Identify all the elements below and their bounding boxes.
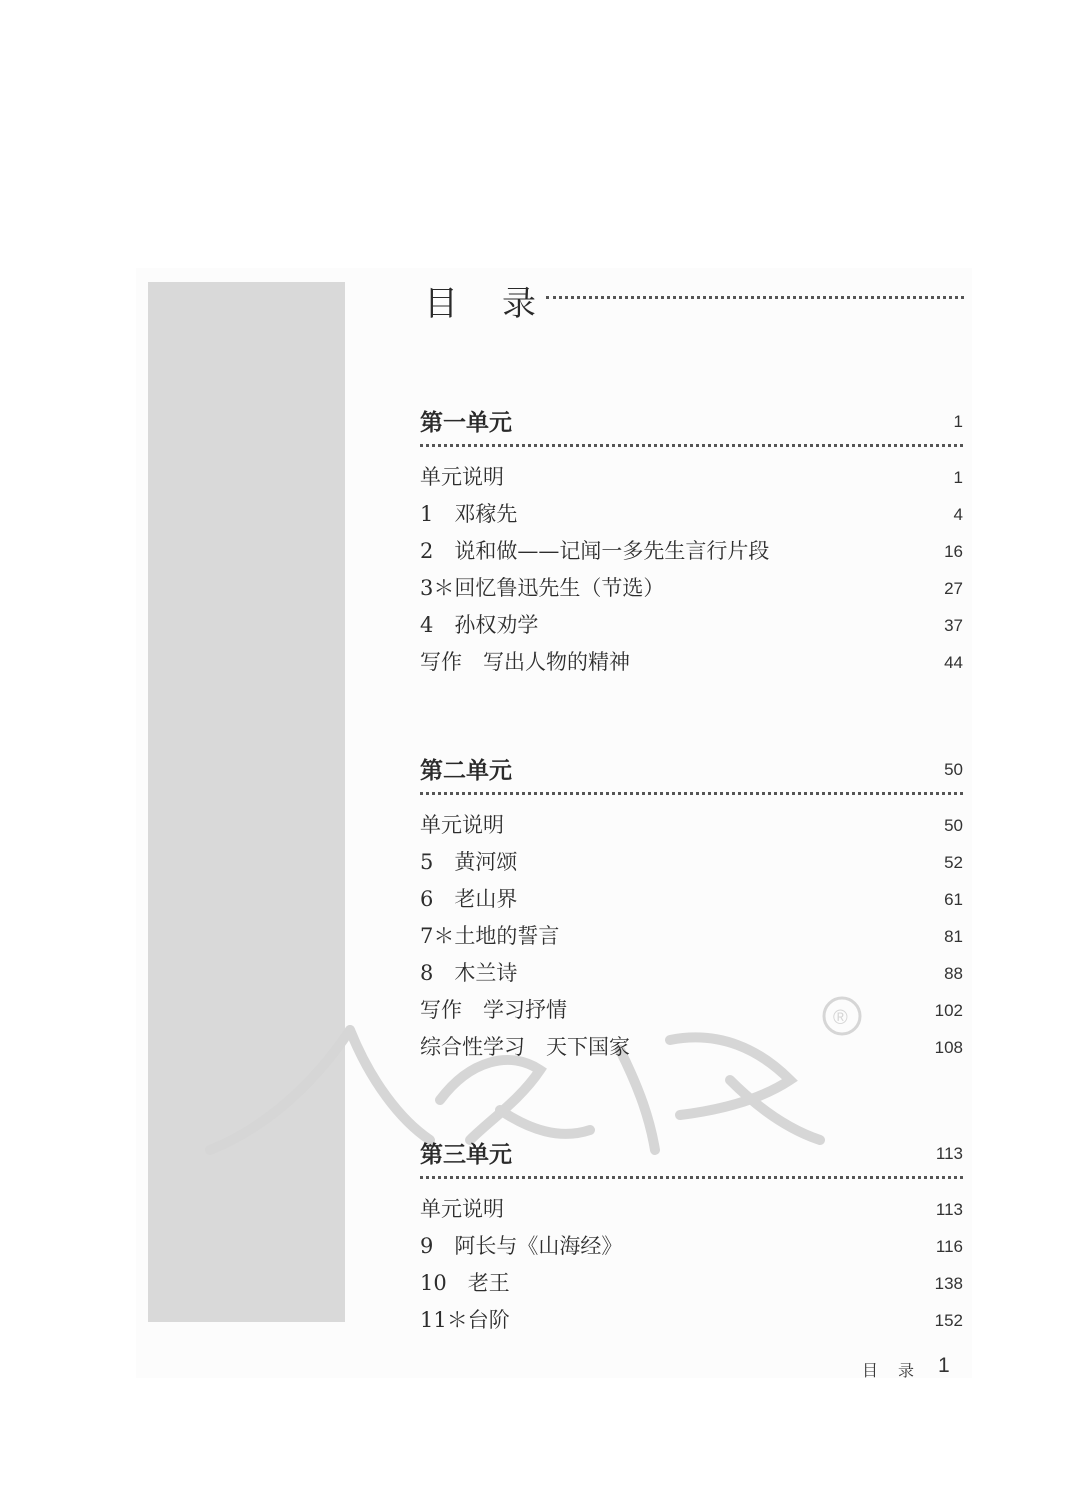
toc-entry[interactable]: [420, 846, 963, 883]
unit-title: 第一单元: [420, 409, 512, 436]
toc-entry-page: 152: [934, 1311, 963, 1330]
toc-entry[interactable]: [420, 498, 963, 535]
toc-entry[interactable]: [420, 1230, 963, 1267]
toc-entry-page: 81: [944, 927, 963, 946]
toc-title-row: [424, 272, 964, 332]
toc-entry-label: 11＊台阶: [420, 1308, 510, 1332]
toc-items: [420, 1193, 963, 1341]
toc-entry-label: 综合性学习 天下国家: [420, 1035, 630, 1059]
unit-section: [420, 1136, 963, 1341]
footer-label: 目录: [862, 1361, 935, 1380]
toc-entry-page: 61: [944, 890, 963, 909]
toc-entry-label: 单元说明: [420, 465, 504, 489]
toc-entry[interactable]: [420, 883, 963, 920]
toc-items: [420, 461, 963, 683]
toc-entry[interactable]: [420, 1267, 963, 1304]
toc-entry[interactable]: [420, 1304, 963, 1341]
toc-entry[interactable]: [420, 1031, 963, 1068]
toc-entry-label: 7＊土地的誓言: [420, 924, 560, 948]
unit-header[interactable]: [420, 404, 963, 440]
toc-entry-page: 108: [934, 1038, 963, 1057]
toc-entry-label: 3＊回忆鲁迅先生（节选）: [420, 576, 665, 600]
toc-entry-page: 116: [935, 1237, 963, 1256]
toc-entry[interactable]: [420, 957, 963, 994]
title-dotted-leader: [546, 296, 964, 299]
toc-entry-page: 1: [953, 468, 963, 487]
toc-entry-page: 88: [944, 964, 963, 983]
unit-header[interactable]: [420, 752, 963, 788]
footer-page-number: 1: [938, 1354, 950, 1377]
unit-dotted-divider: [420, 1176, 963, 1179]
toc-entry[interactable]: [420, 535, 963, 572]
toc-entry[interactable]: [420, 920, 963, 957]
toc-entry-page: 138: [934, 1274, 963, 1293]
svg-text:®: ®: [833, 1007, 848, 1029]
page-title: 目录: [424, 284, 580, 324]
toc-entry[interactable]: [420, 646, 963, 683]
unit-dotted-divider: [420, 444, 963, 447]
toc-entry-page: 102: [934, 1001, 963, 1020]
unit-page-number: 1: [953, 412, 963, 431]
unit-dotted-divider: [420, 792, 963, 795]
toc-entry-label: 写作 学习抒情: [420, 998, 567, 1022]
toc-entry[interactable]: [420, 1193, 963, 1230]
unit-section: [420, 404, 963, 683]
toc-entry-label: 8 木兰诗: [420, 961, 518, 985]
toc-entry-label: 6 老山界: [420, 887, 518, 911]
toc-entry-page: 16: [944, 542, 963, 561]
toc-entry-page: 52: [944, 853, 963, 872]
unit-page-number: 113: [935, 1144, 963, 1163]
side-gray-band: [148, 282, 345, 1322]
toc-entry-label: 2 说和做——记闻一多先生言行片段: [420, 539, 770, 563]
toc-entry-label: 5 黄河颂: [420, 850, 518, 874]
toc-entry-page: 113: [935, 1200, 963, 1219]
toc-items: [420, 809, 963, 1068]
toc-entry-label: 10 老王: [420, 1271, 510, 1295]
unit-header[interactable]: [420, 1136, 963, 1172]
page-footer: [858, 1354, 958, 1384]
toc-entry-label: 1 邓稼先: [420, 502, 518, 526]
toc-entry[interactable]: [420, 994, 963, 1031]
toc-entry-label: 9 阿长与《山海经》: [420, 1234, 623, 1258]
toc-entry-label: 单元说明: [420, 813, 504, 837]
toc-entry-page: 4: [953, 505, 963, 524]
toc-entry[interactable]: [420, 609, 963, 646]
unit-section: [420, 752, 963, 1068]
unit-page-number: 50: [944, 760, 963, 779]
toc-entry-page: 27: [944, 579, 963, 598]
toc-entry-label: 单元说明: [420, 1197, 504, 1221]
toc-entry-page: 50: [944, 816, 963, 835]
toc-entry-page: 37: [944, 616, 963, 635]
toc-entry-label: 写作 写出人物的精神: [420, 650, 630, 674]
unit-title: 第三单元: [420, 1141, 512, 1168]
toc-entry[interactable]: [420, 461, 963, 498]
toc-entry-label: 4 孙权劝学: [420, 613, 539, 637]
toc-entry[interactable]: [420, 809, 963, 846]
toc-entry[interactable]: [420, 572, 963, 609]
unit-title: 第二单元: [420, 757, 512, 784]
toc-entry-page: 44: [944, 653, 963, 672]
